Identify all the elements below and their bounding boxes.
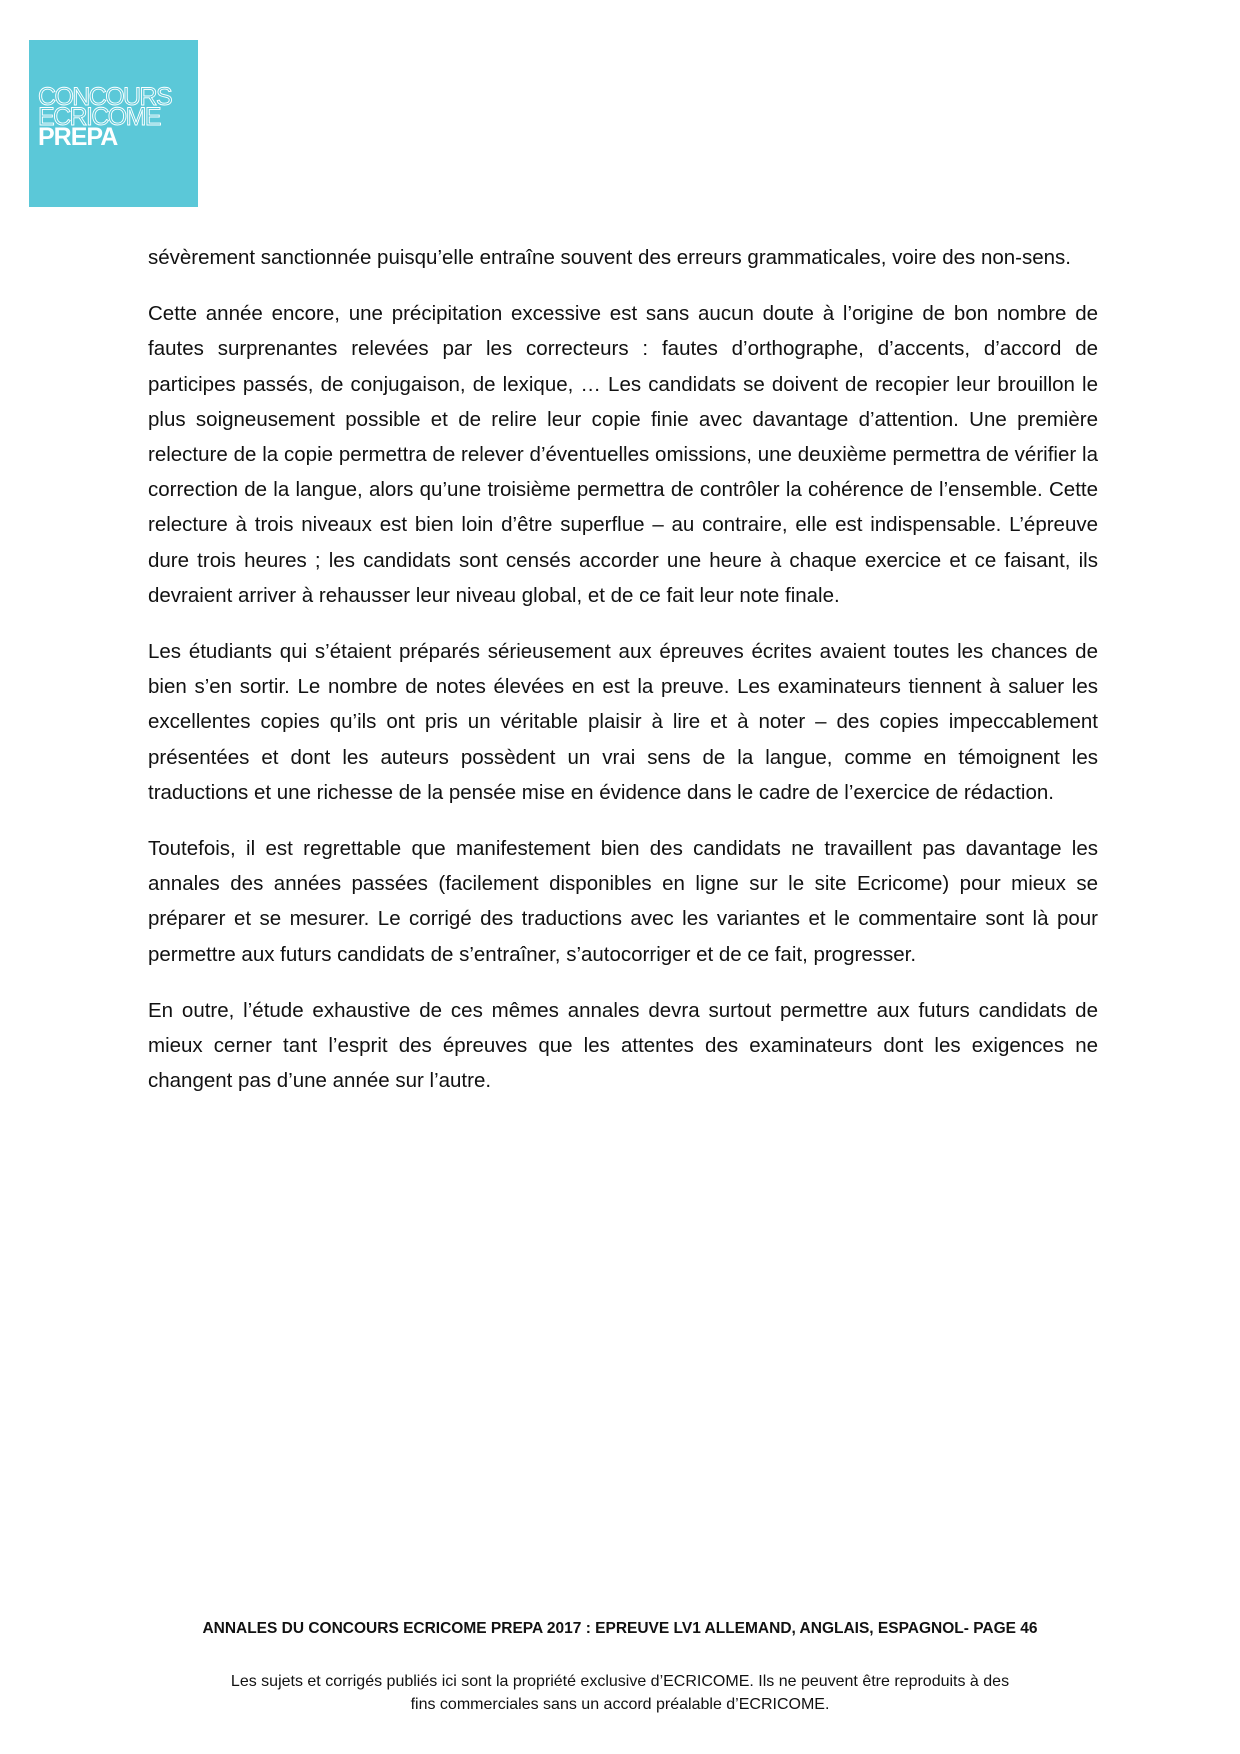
footer-copyright-notice — [120, 1670, 1120, 1716]
paragraph-2: Cette année encore, une précipitation excessive est sans aucun doute à l’origine de bon nombre de fautes surprenantes relevées par les correcteurs : fautes d’orthographe, d’accents, d’accord de participes passés, de conjugaison, de lexique, … Les candidats se doivent de recopier leur brouillon le plus soigneusement possible et de relire leur copie finie avec davantage d’attention. Une première relecture de la copie permettra de relever d’éventuelles omissions, une deuxième permettra de vérifier la correction de la langue, alors qu’une troisième permettra de contrôler la cohérence de l’ensemble. Cette relecture à trois niveaux est bien loin d’être superflue – au contraire, elle est indispensable. L’épreuve dure trois heures ; les candidats sont censés accorder une heure à chaque exercice et ce faisant, ils devraient arriver à rehausser leur niveau global, et de ce fait leur note finale. — [148, 302, 1098, 607]
document-body — [148, 240, 1098, 1119]
paragraph-1: sévèrement sanctionnée puisqu’elle entraîne souvent des erreurs grammaticales, voire des non-sens. — [148, 246, 1072, 269]
paragraph-5: En outre, l’étude exhaustive de ces mêmes annales devra surtout permettre aux futurs candidats de mieux cerner tant l’esprit des épreuves que les attentes des examinateurs dont les exigences ne changent pas d’une année sur l’autre. — [148, 998, 1098, 1093]
logo-line-prepa: PREPA — [38, 123, 118, 151]
footer-title: ANNALES DU CONCOURS ECRICOME PREPA 2017 : EPREUVE LV1 ALLEMAND, ANGLAIS, ESPAGNOL- PAGE 46 — [202, 1620, 1038, 1637]
footer-notice-line-1: Les sujets et corrigés publiés ici sont la propriété exclusive d’ECRICOME. Ils ne peuvent être reproduits à des — [230, 1673, 1010, 1690]
logo-line-concours: CONCOURS — [38, 83, 172, 111]
footer-notice-line-2: fins commerciales sans un accord préalable d’ECRICOME. — [410, 1696, 830, 1713]
ecricome-logo — [29, 40, 198, 207]
paragraph-3: Les étudiants qui s’étaient préparés sérieusement aux épreuves écrites avaient toutes les chances de bien s’en sortir. Le nombre de notes élevées en est la preuve. Les examinateurs tiennent à saluer les excellentes copies qu’ils ont pris un véritable plaisir à lire et à noter – des copies impeccablement présentées et dont les auteurs possèdent un vrai sens de la langue, comme en témoignent les traductions et une richesse de la pensée mise en évidence dans le cadre de l’exercice de rédaction. — [148, 640, 1098, 804]
paragraph-4: Toutefois, il est regrettable que manifestement bien des candidats ne travaillent pas davantage les annales des années passées (facilement disponibles en ligne sur le site Ecricome) pour mieux se préparer et se mesurer. Le corrigé des traductions avec les variantes et le commentaire sont là pour permettre aux futurs candidats de s’entraîner, s’autocorriger et de ce fait, progresser. — [148, 837, 1098, 966]
logo-line-ecricome: ECRICOME — [38, 103, 160, 131]
